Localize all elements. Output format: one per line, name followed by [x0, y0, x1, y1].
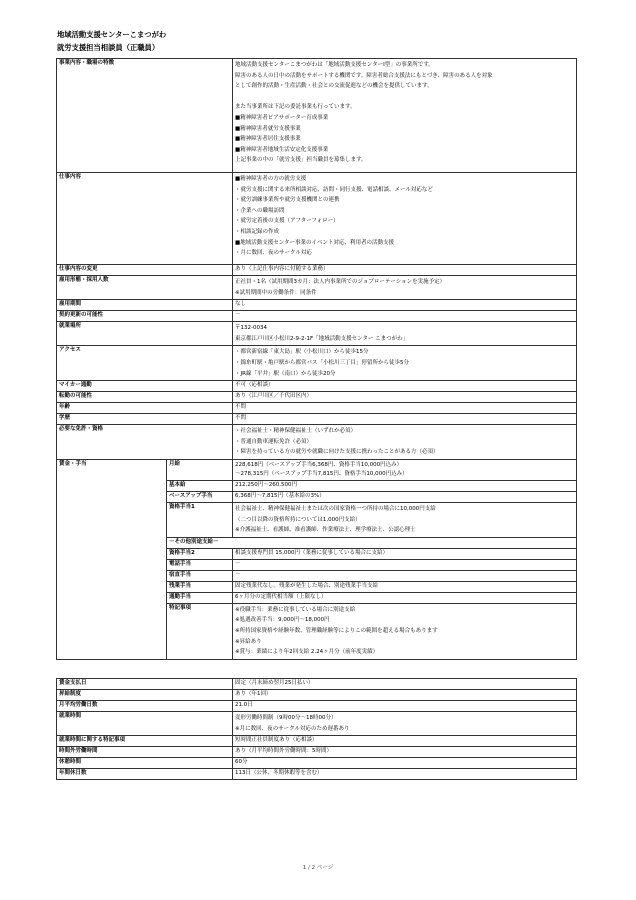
business-line	[235, 92, 574, 103]
business-line: ■精神障害者居住支援事業	[235, 136, 301, 143]
baseup-label: ベースアップ手当	[167, 491, 233, 502]
job-line: ・就労定着後の支援（アフターフォロー）	[235, 218, 339, 225]
license-line: ・社会福祉士・精神保健福祉士（いずれか必須）	[235, 428, 357, 435]
row-place	[57, 322, 577, 346]
facility-name: 地域活動支援センターこまつがわ	[57, 30, 167, 39]
position-title: 就労支援担当相談員（正職員）	[57, 43, 160, 52]
special-label: 就業時間に関する特記事項	[57, 736, 233, 747]
access-content	[233, 346, 577, 381]
qual-label: 資格手当1	[167, 502, 233, 537]
job-details-table	[56, 58, 577, 660]
job-line: ・企業への職場訪問	[235, 207, 285, 214]
place-line: 東京都江戸川区小松川2-9-2-1F「地域活動支援センター こまつがわ」	[235, 335, 409, 342]
work-conditions-table	[56, 678, 577, 780]
row-business	[57, 59, 577, 173]
page-number: 1 / 2 ページ	[302, 865, 334, 871]
place-label: 就業場所	[57, 322, 233, 346]
place-content	[233, 322, 577, 346]
education-value: 不問	[233, 414, 577, 425]
hours-content	[233, 712, 577, 736]
job-label: 仕事内容	[57, 173, 233, 265]
place-line: 〒132-0034	[235, 325, 267, 332]
business-content	[233, 59, 577, 173]
row-wage-monthly	[57, 459, 577, 480]
transfer-label: 転勤の可能性	[57, 392, 233, 403]
license-line: ・障害を持っている方の就労や就職に向けた支援に携わったことがある方（必須）	[235, 449, 439, 456]
business-line: ■精神障害者地域生活安定化支援事業	[235, 146, 329, 153]
row-raise	[57, 690, 577, 701]
row-employment	[57, 276, 577, 300]
notes-line: ※昇給あり	[235, 638, 262, 645]
job-line: ■地域活動支援センター事業のイベント対応、利用者の活動支援	[235, 239, 394, 246]
notes-line: ※処遇改善手当：9,000円～18,000円	[235, 617, 330, 624]
notes-content	[233, 603, 577, 659]
overtime-value: 固定残業代なし。残業が発生した場合、別途残業手当支給	[233, 581, 577, 592]
commute-label: 通勤手当	[167, 592, 233, 603]
period-label: 雇用期間	[57, 300, 233, 311]
break-value: 60分	[233, 758, 577, 769]
row-job	[57, 173, 577, 265]
change-label: 仕事内容の変更	[57, 265, 233, 276]
holidays-value: 113日（公休、冬期休暇等を含む）	[233, 769, 577, 780]
row-car	[57, 381, 577, 392]
notes-line: ※役職手当：業務に従事している場合に別途支給	[235, 606, 356, 613]
row-days	[57, 701, 577, 712]
qual-line: 社会福祉士、精神保健福祉士または次の国家資格一つ所持の場合に10,000円支給	[235, 505, 436, 512]
row-change	[57, 265, 577, 276]
license-label: 必要な免許・資格	[57, 425, 233, 460]
employment-line: ※試用期間中の労働条件：同条件	[235, 289, 317, 296]
raise-value: あり（年1回）	[233, 690, 577, 701]
phone-value: －	[233, 559, 577, 570]
qual-line: （二つ目以降の資格所持については1,000円支給）	[235, 516, 361, 523]
qual-line: ※介護福祉士、看護師、准看護師、作業療法士、理学療法士、公認心理士	[235, 527, 416, 534]
change-value: あり（上記仕事内容に付随する業務）	[233, 265, 577, 276]
overtime-hours-value: あり（月平均時間外労働時間：5時間）	[233, 747, 577, 758]
wage-label: 賃金・手当	[57, 459, 167, 659]
row-education	[57, 414, 577, 425]
job-line: ■精神障害者の方の就労支援	[235, 176, 307, 182]
notes-line: ※賞与：業績により年2回支給 2.24ヶ月分（前年度実績）	[235, 649, 379, 656]
access-line: ・錦糸町駅・亀戸駅から都営バス「小松川三丁目」停留所から徒歩5分	[235, 359, 410, 366]
row-overtime	[57, 747, 577, 758]
education-label: 学歴	[57, 414, 233, 425]
business-line: また当事業所は下記の委託事業も行っています。	[235, 104, 356, 111]
transfer-value: あり（江戸川区／千代田区内）	[233, 392, 577, 403]
row-payday	[57, 679, 577, 690]
other-label: －その他別途支給－	[167, 537, 577, 548]
special-value: 短時間正社員制度あり（応相談）	[233, 736, 577, 747]
overtime-label: 残業手当	[167, 581, 233, 592]
license-line: ・普通自動車運転免許（必須）	[235, 438, 313, 445]
hours-line: ※月に数回、夜のサークル対応のため遅番あり	[235, 725, 350, 732]
days-label: 月平均労働日数	[57, 701, 233, 712]
row-special	[57, 736, 577, 747]
job-line: ・月に数回、夜のサークル対応	[235, 250, 312, 257]
break-label: 休憩時間	[57, 758, 233, 769]
business-line: 障害のある人の日中の活動をサポートする機関です。障害者総合支援法にもとづき、障害のある人を対象	[235, 72, 493, 79]
night-value: －	[233, 570, 577, 581]
base-label: 基本給	[167, 480, 233, 491]
employment-label: 雇用形態・採用人数	[57, 276, 233, 300]
access-line: ・都営新宿線「東大島」駅（小松川口）から徒歩15分	[235, 349, 369, 356]
monthly-line: 228,618円（ベースアップ手当6,368円、資格手当10,000円込み）	[235, 461, 403, 468]
days-value: 21.0日	[233, 701, 577, 712]
holidays-label: 年間休日数	[57, 769, 233, 780]
business-line: ■精神障害者ピアサポーター育成事業	[235, 114, 329, 121]
base-value: 212,250円～260,500円	[233, 480, 577, 491]
renewal-value: －	[233, 311, 577, 322]
license-content	[233, 425, 577, 460]
car-value: 不可（応相談）	[233, 381, 577, 392]
business-line: として創作的活動・生産活動・社会との交流促進などの機会を提供しています。	[235, 83, 433, 90]
raise-label: 昇給制度	[57, 690, 233, 701]
notes-line: ※所持国家資格や経験年数、管理職経験等によりこの範囲を超える場合もあります	[235, 627, 438, 634]
employment-line: 正社員・1名（試用期間3カ月：法人内事業所でのジョブローテーションを実施予定）	[235, 279, 446, 285]
commute-value: 6ヶ月分の定期代相当額（上限なし）	[233, 592, 577, 603]
period-value: なし	[233, 300, 577, 311]
row-hours	[57, 712, 577, 736]
row-period	[57, 300, 577, 311]
qual-content	[233, 502, 577, 537]
row-break	[57, 758, 577, 769]
row-age	[57, 403, 577, 414]
job-line: ・相談記録の作成	[235, 228, 280, 235]
payday-label: 賃金支払日	[57, 679, 233, 690]
night-label: 宿直手当	[167, 570, 233, 581]
employment-content	[233, 276, 577, 300]
monthly-content	[233, 459, 577, 480]
monthly-line: ～278,315円（ベースアップ手当7,815円、資格手当10,000円込み）	[235, 470, 408, 477]
baseup-value: 6,368円～7,815円（基本給の3%）	[233, 491, 577, 502]
qual2-value: 相談支援専門員 15,000円（業務に従事している場合に支給）	[233, 548, 577, 559]
phone-label: 電話手当	[167, 559, 233, 570]
business-line: ■精神障害者就労支援事業	[235, 125, 301, 132]
access-label: アクセス	[57, 346, 233, 381]
row-license	[57, 425, 577, 460]
access-line: ・JR線「平井」駅（南口）から徒歩20分	[235, 370, 336, 377]
renewal-label: 契約更新の可能性	[57, 311, 233, 322]
row-access	[57, 346, 577, 381]
monthly-label: 月給	[167, 459, 233, 480]
business-line: 地域活動支援センターこまつがわは「地域活動支援センターⅠ型」の事業所です。	[235, 62, 434, 68]
business-line: 上記事業の中の「就労支援」担当職員を募集します。	[235, 157, 367, 164]
notes-label: 特記事項	[167, 603, 233, 659]
business-label: 事業内容・職場の特徴	[57, 59, 233, 173]
payday-value: 固定（月末締め翌月25日払い）	[233, 679, 577, 690]
job-line: ・就労訓練事業所や就労支援機関との連携	[235, 197, 340, 204]
hours-line: 変形労働時間制（9時00分～18時00分）	[235, 715, 337, 721]
car-label: マイカー通勤	[57, 381, 233, 392]
row-holidays	[57, 769, 577, 780]
row-transfer	[57, 392, 577, 403]
hours-label: 就業時間	[57, 712, 233, 736]
age-value: 不問	[233, 403, 577, 414]
qual2-label: 資格手当2	[167, 548, 233, 559]
job-content	[233, 173, 577, 265]
row-renewal	[57, 311, 577, 322]
job-line: ・就労支援に関する来所相談対応、訪問・同行支援、電話相談、メール対応など	[235, 186, 433, 193]
age-label: 年齢	[57, 403, 233, 414]
overtime-hours-label: 時間外労働時間	[57, 747, 233, 758]
